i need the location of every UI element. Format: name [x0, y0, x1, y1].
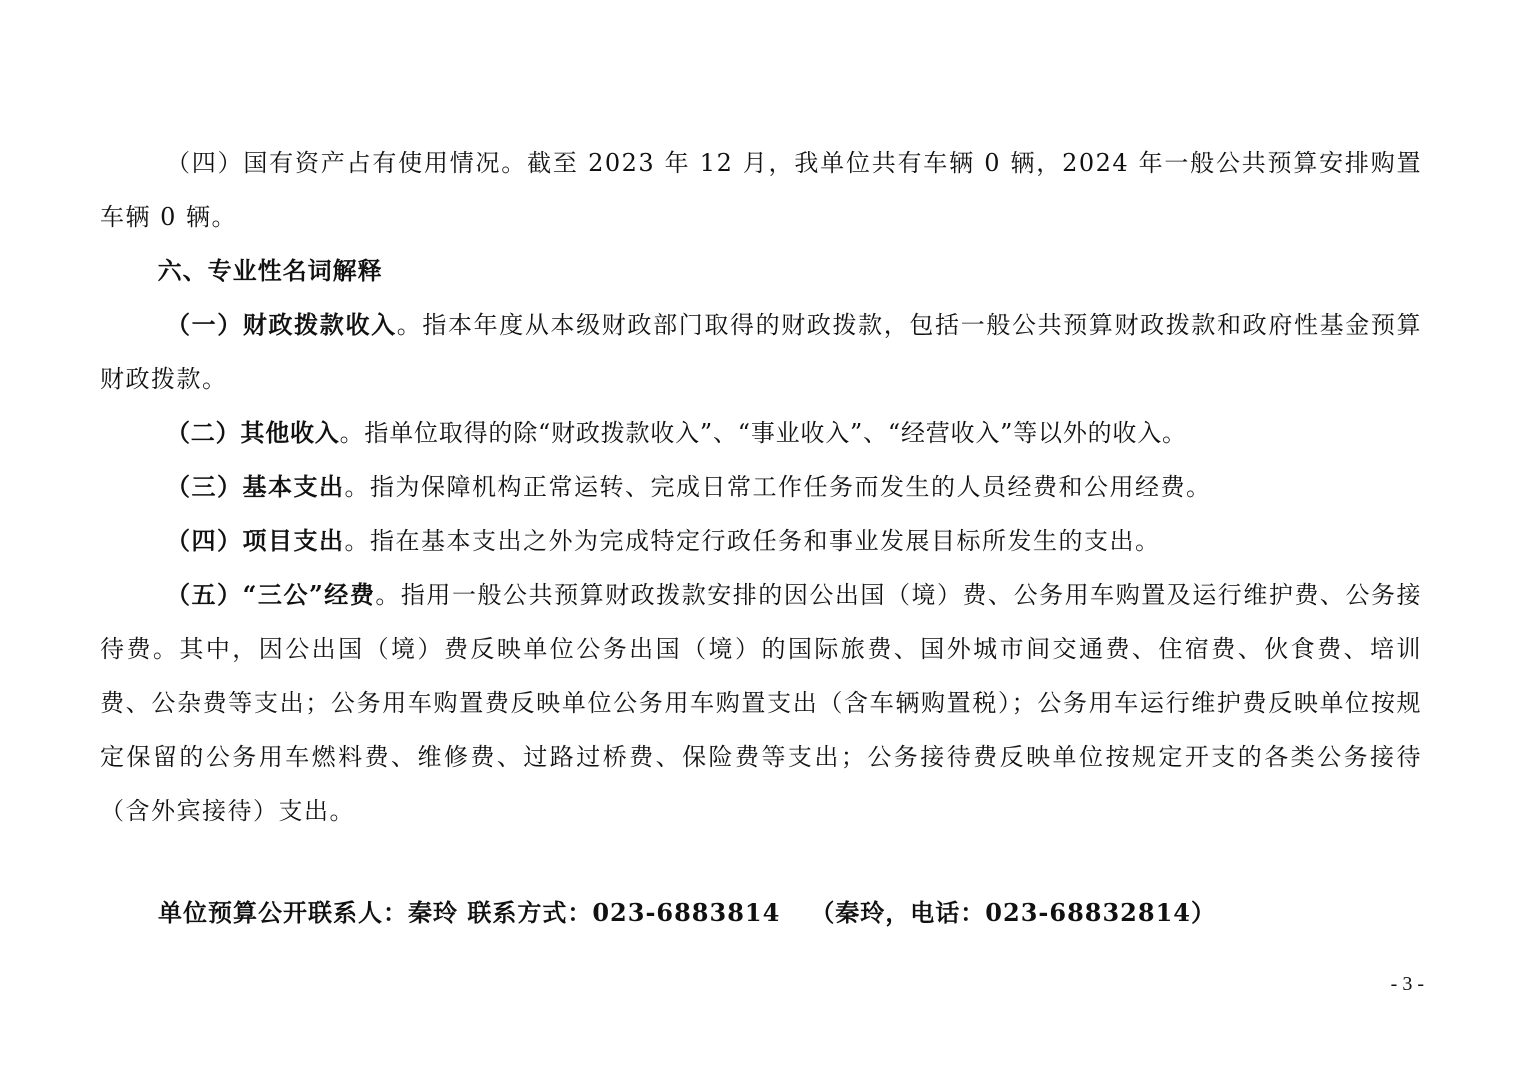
document-body	[100, 136, 1422, 838]
page-number: - 3 -	[1390, 973, 1424, 995]
definition-other-income	[100, 406, 1422, 460]
definition-term: （五）“三公”经费	[166, 580, 376, 609]
definition-term: （二）其他收入	[166, 418, 340, 447]
definition-text: 。指单位取得的除“财政拨款收入”、“事业收入”、“经营收入”等以外的收入。	[339, 419, 1187, 447]
asset-usage-text: （四）国有资产占有使用情况。截至 2023 年 12 月，我单位共有车辆 0 辆，2024 年一般公共预算安排购置车辆 0 辆。	[100, 149, 1422, 231]
definition-fiscal-appropriation	[100, 298, 1422, 406]
definition-project-expenditure	[100, 514, 1422, 568]
asset-usage-paragraph	[100, 136, 1422, 244]
definition-three-public-expenses	[100, 568, 1422, 838]
definition-text: 。指为保障机构正常运转、完成日常工作任务而发生的人员经费和公用经费。	[344, 473, 1212, 501]
definition-basic-expenditure	[100, 460, 1422, 514]
contact-main: 单位预算公开联系人：秦玲 联系方式：023-6883814	[158, 898, 781, 927]
definition-text: 。指用一般公共预算财政拨款安排的因公出国（境）费、公务用车购置及运行维护费、公务接待费。其中，因公出国（境）费反映单位公务出国（境）的国际旅费、国外城市间交通费、住宿费、伙食费、培训费、公杂费等支出；公务用车购置费反映单位公务用车购置支出（含车辆购置税）；公务用车运行维护费反映单位按规定保留的公务用车燃料费、维修费、过路过桥费、保险费等支出；公务接待费反映单位按规定开支的各类公务接待（含外宾接待）支出。	[100, 581, 1423, 825]
definition-term: （四）项目支出	[166, 526, 345, 555]
contact-line	[158, 891, 1216, 935]
contact-alt: （秦玲，电话：023-68832814）	[810, 898, 1216, 927]
definition-text: 。指本年度从本级财政部门取得的财政拨款，包括一般公共预算财政拨款和政府性基金预算财政拨款。	[100, 311, 1422, 393]
section-heading: 六、专业性名词解释	[157, 257, 383, 285]
definition-term: （三）基本支出	[166, 472, 345, 501]
definition-text: 。指在基本支出之外为完成特定行政任务和事业发展目标所发生的支出。	[344, 527, 1161, 555]
definition-term: （一）财政拨款收入	[166, 310, 397, 339]
